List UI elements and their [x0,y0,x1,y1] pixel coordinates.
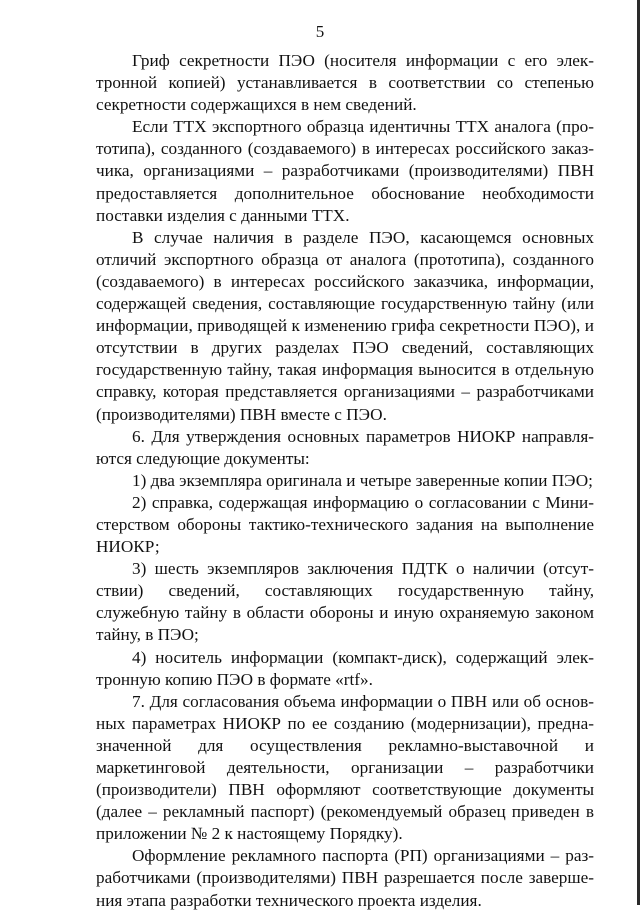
list-item-6-3: 3) шесть экземпляров заключения ПДТК о наличии (отсутствии) сведений, составляющих государственную тайну, служебную тайну в области обороны и иную охраняемую законом тайну, в ПЭО; [96,559,594,645]
paragraph-section-6: 6. Для утверждения основных параметров НИОКР направляются следующие документы: [96,426,594,468]
list-item-6-1: 1) два экземпляра оригинала и четыре заверенные копии ПЭО; [132,470,593,490]
document-body [96,50,594,912]
list-item-6-2: 2) справка, содержащая информацию о согласовании с Министерством обороны тактико-технического задания на выполнение НИОКР; [96,492,594,557]
page-number: 5 [315,22,325,41]
paragraph-section-7: 7. Для согласования объема информации о ПВН или об основных параметрах НИОКР по ее созданию (модернизации), предназначенной для осуществления рекламно-выставочной и маркетинговой деятельности, организации – разработчики (производители) ПВН оформляют соответствующие документы (далее – рекламный паспорт) (рекомендуемый образец приведен в приложении № 2 к настоящему Порядку). [96,691,594,844]
paragraph-ttx-identical: Если ТТХ экспортного образца идентичны ТТХ аналога (прототипа), созданного (создаваемого) в интересах российского заказчика, организациями – разработчиками (производителями) ПВН предоставляется дополнительное обоснование необходимости поставки изделия с данными ТТХ. [96,117,594,225]
paragraph-advertising-passport: Оформление рекламного паспорта (РП) организациями – разработчиками (производителями) ПВН разрешается после завершения этапа разработки технического проекта изделия. [96,846,594,910]
paragraph-state-secret-info: В случае наличия в разделе ПЭО, касающемся основных отличий экспортного образца от аналога (прототипа), созданного (создаваемого) в интересах российского заказчика, информации, содержащей сведения, составляющие государственную тайну (или информации, приводящей к изменению грифа секретности ПЭО), и отсутствии в других разделах ПЭО сведений, составляющих государственную тайну, такая информация выносится в отдельную справку, которая представляется организациями – разработчиками (производителями) ПВН вместе с ПЭО. [96,227,594,424]
list-item-6-4: 4) носитель информации (компакт-диск), содержащий электронную копию ПЭО в формате «rtf». [96,647,594,689]
paragraph-secrecy-stamp: Гриф секретности ПЭО (носителя информации с его электронной копией) устанавливается в соответствии со степенью секретности содержащихся в нем сведений. [96,51,594,115]
